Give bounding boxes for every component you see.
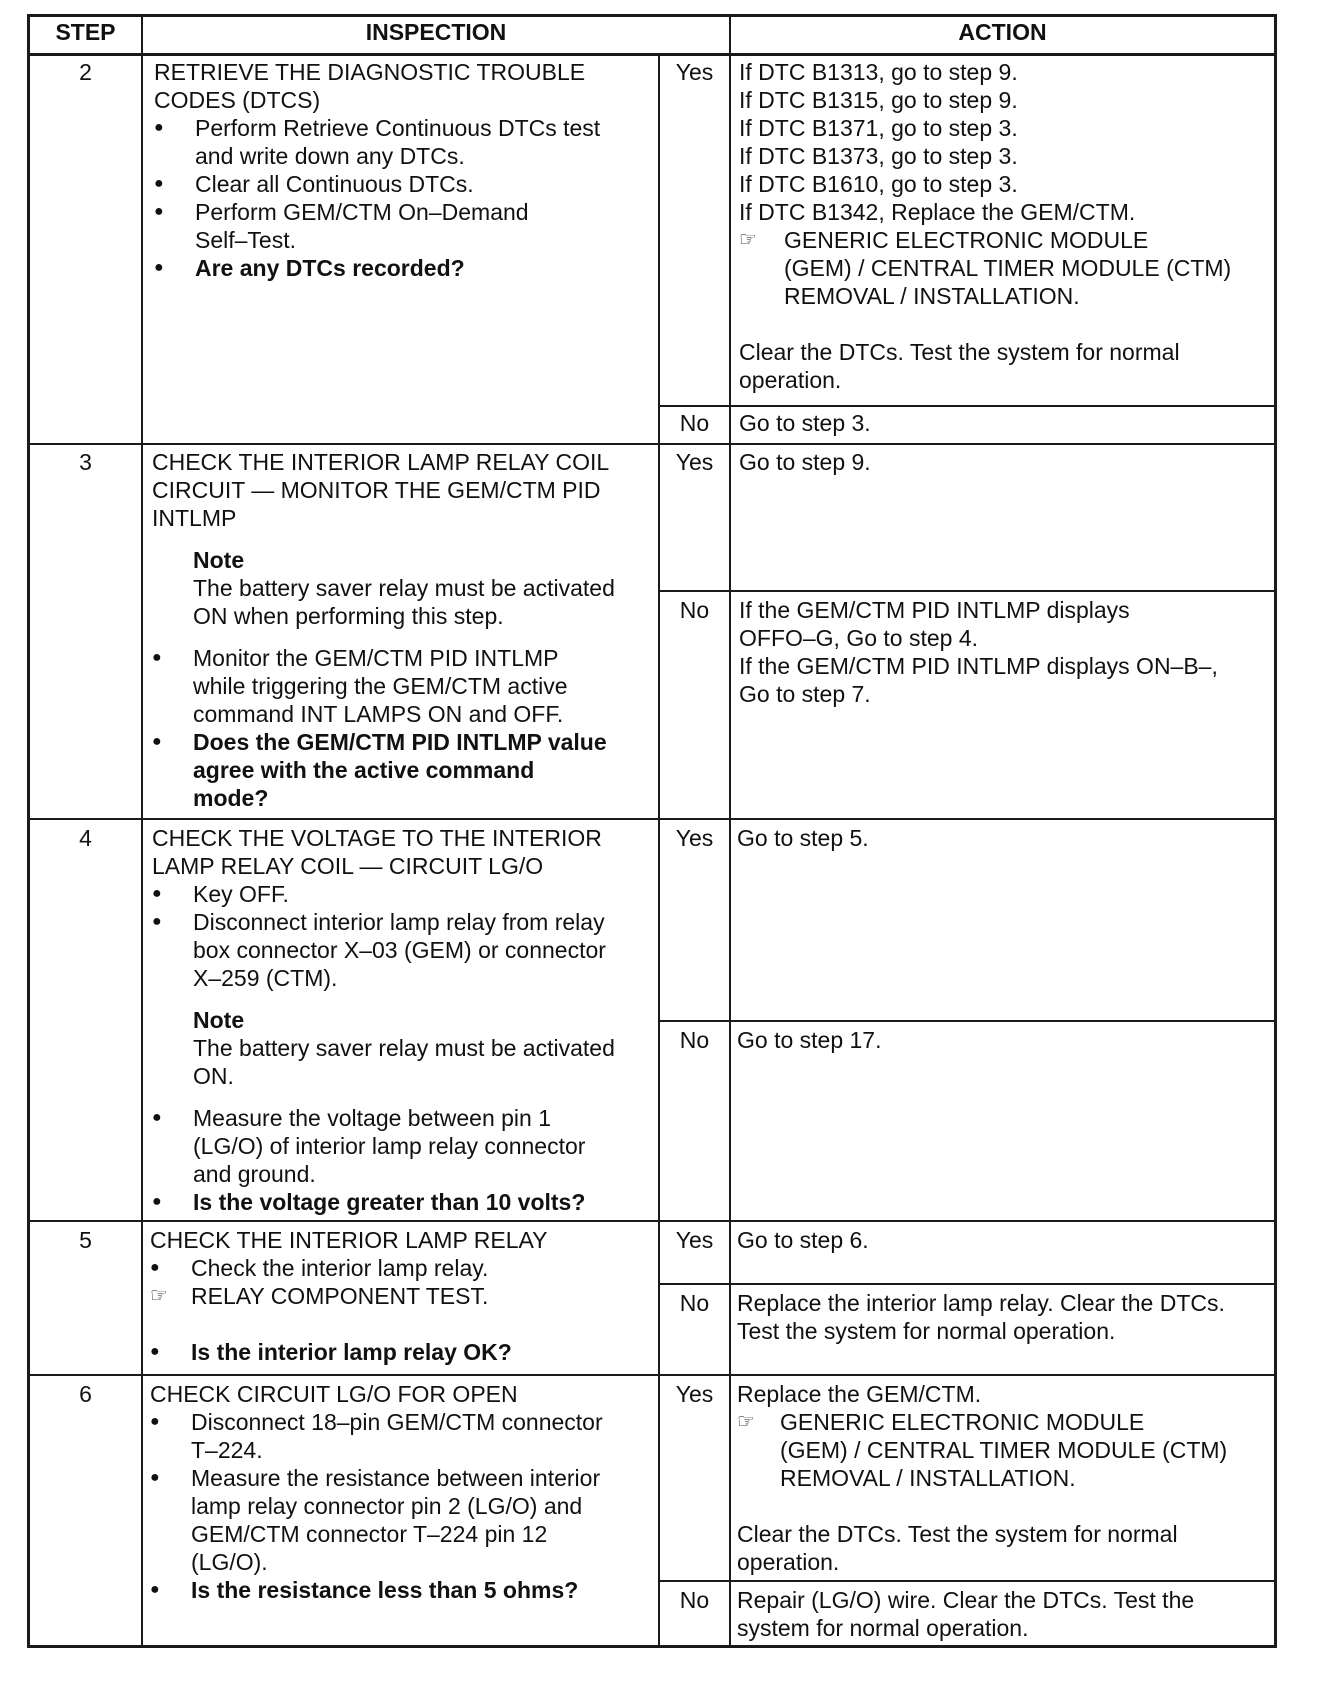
answer-yes: Yes bbox=[675, 825, 714, 851]
inspection-title: RETRIEVE THE DIAGNOSTIC TROUBLE bbox=[154, 59, 586, 85]
inspection-title: CODES (DTCS) bbox=[154, 87, 321, 113]
inspection-title: LAMP RELAY COIL — CIRCUIT LG/O bbox=[152, 853, 544, 879]
reference-link[interactable]: GENERIC ELECTRONIC MODULE bbox=[784, 227, 1149, 253]
answer-no: No bbox=[679, 410, 710, 436]
inspection-question: Is the resistance less than 5 ohms? bbox=[191, 1577, 579, 1603]
inspection-step: Perform GEM/CTM On–Demand bbox=[195, 199, 529, 225]
inspection-question: agree with the active command bbox=[193, 757, 535, 783]
action-line: OFFO–G, Go to step 4. bbox=[739, 625, 979, 651]
inspection-title: CHECK THE INTERIOR LAMP RELAY bbox=[150, 1227, 548, 1253]
action-line: operation. bbox=[737, 1549, 840, 1575]
inspection-question: Is the voltage greater than 10 volts? bbox=[193, 1189, 586, 1215]
reference-link[interactable]: (GEM) / CENTRAL TIMER MODULE (CTM) bbox=[784, 255, 1232, 281]
reference-link[interactable]: RELAY COMPONENT TEST. bbox=[191, 1283, 489, 1309]
inspection-step: T–224. bbox=[191, 1437, 263, 1463]
yes-no-divider bbox=[658, 590, 1276, 592]
inspection-step: Disconnect interior lamp relay from relay bbox=[193, 909, 605, 935]
column-divider-action bbox=[729, 14, 731, 1648]
bullet-icon: ● bbox=[154, 203, 164, 220]
step-number: 5 bbox=[79, 1227, 92, 1253]
action-line: Go to step 9. bbox=[739, 449, 871, 475]
bullet-icon: ● bbox=[150, 1581, 160, 1598]
table-border-right bbox=[1274, 14, 1277, 1648]
header-action: ACTION bbox=[958, 19, 1047, 45]
yes-no-divider bbox=[658, 1580, 1276, 1582]
action-line: If DTC B1342, Replace the GEM/CTM. bbox=[739, 199, 1136, 225]
row-divider bbox=[28, 1374, 1276, 1376]
inspection-step: lamp relay connector pin 2 (LG/O) and bbox=[191, 1493, 583, 1519]
action-line: operation. bbox=[739, 367, 842, 393]
reference-link[interactable]: GENERIC ELECTRONIC MODULE bbox=[780, 1409, 1145, 1435]
answer-yes: Yes bbox=[675, 1381, 714, 1407]
action-line: If the GEM/CTM PID INTLMP displays ON–B–, bbox=[739, 653, 1218, 679]
row-divider bbox=[28, 818, 1276, 820]
inspection-step: command INT LAMPS ON and OFF. bbox=[193, 701, 564, 727]
header-step: STEP bbox=[55, 19, 116, 45]
action-line: Clear the DTCs. Test the system for normal bbox=[739, 339, 1180, 365]
inspection-step: Measure the resistance between interior bbox=[191, 1465, 601, 1491]
note-label: Note bbox=[193, 1007, 245, 1033]
reference-link[interactable]: REMOVAL / INSTALLATION. bbox=[784, 283, 1080, 309]
inspection-step: Measure the voltage between pin 1 bbox=[193, 1105, 552, 1131]
answer-no: No bbox=[679, 1587, 710, 1613]
inspection-step: box connector X–03 (GEM) or connector bbox=[193, 937, 606, 963]
note-text: ON. bbox=[193, 1063, 234, 1089]
bullet-icon: ● bbox=[154, 175, 164, 192]
yes-no-divider bbox=[658, 1283, 1276, 1285]
inspection-question: Is the interior lamp relay OK? bbox=[191, 1339, 512, 1365]
action-line: Replace the interior lamp relay. Clear the DTCs. bbox=[737, 1290, 1225, 1316]
step-number: 3 bbox=[79, 449, 92, 475]
header-inspection: INSPECTION bbox=[365, 19, 507, 45]
answer-no: No bbox=[679, 1290, 710, 1316]
action-line: system for normal operation. bbox=[737, 1615, 1029, 1641]
inspection-question: Are any DTCs recorded? bbox=[195, 255, 465, 281]
note-label: Note bbox=[193, 547, 245, 573]
table-border-bottom bbox=[28, 1645, 1276, 1648]
yes-no-divider bbox=[658, 405, 1276, 407]
inspection-step: Key OFF. bbox=[193, 881, 289, 907]
bullet-icon: ● bbox=[150, 1469, 160, 1486]
step-number: 6 bbox=[79, 1381, 92, 1407]
inspection-question: Does the GEM/CTM PID INTLMP value bbox=[193, 729, 607, 755]
inspection-question: mode? bbox=[193, 785, 269, 811]
note-text: The battery saver relay must be activated bbox=[193, 1035, 615, 1061]
action-line: If DTC B1373, go to step 3. bbox=[739, 143, 1018, 169]
inspection-step: Self–Test. bbox=[195, 227, 296, 253]
action-line: Clear the DTCs. Test the system for normal bbox=[737, 1521, 1178, 1547]
inspection-step: Disconnect 18–pin GEM/CTM connector bbox=[191, 1409, 603, 1435]
bullet-icon: ● bbox=[150, 1413, 160, 1430]
inspection-step: and ground. bbox=[193, 1161, 316, 1187]
inspection-title: CHECK CIRCUIT LG/O FOR OPEN bbox=[150, 1381, 518, 1407]
answer-yes: Yes bbox=[675, 1227, 714, 1253]
inspection-step: Check the interior lamp relay. bbox=[191, 1255, 489, 1281]
table-border-top bbox=[28, 14, 1276, 17]
bullet-icon: ● bbox=[152, 1193, 162, 1210]
action-line: If the GEM/CTM PID INTLMP displays bbox=[739, 597, 1130, 623]
pointing-hand-icon: ☞ bbox=[739, 229, 757, 251]
action-line: If DTC B1371, go to step 3. bbox=[739, 115, 1018, 141]
inspection-title: CIRCUIT — MONITOR THE GEM/CTM PID bbox=[152, 477, 601, 503]
bullet-icon: ● bbox=[150, 1343, 160, 1360]
inspection-step: Clear all Continuous DTCs. bbox=[195, 171, 474, 197]
step-number: 4 bbox=[79, 825, 92, 851]
action-line: Go to step 7. bbox=[739, 681, 871, 707]
action-line: If DTC B1610, go to step 3. bbox=[739, 171, 1018, 197]
inspection-step: (LG/O) of interior lamp relay connector bbox=[193, 1133, 586, 1159]
note-text: ON when performing this step. bbox=[193, 603, 504, 629]
step-number: 2 bbox=[79, 59, 92, 85]
answer-yes: Yes bbox=[675, 59, 714, 85]
action-line: If DTC B1313, go to step 9. bbox=[739, 59, 1018, 85]
action-line: Go to step 3. bbox=[739, 410, 871, 436]
bullet-icon: ● bbox=[150, 1259, 160, 1276]
bullet-icon: ● bbox=[152, 1109, 162, 1126]
column-divider-step bbox=[141, 14, 143, 1648]
inspection-step: GEM/CTM connector T–224 pin 12 bbox=[191, 1521, 548, 1547]
inspection-title: CHECK THE INTERIOR LAMP RELAY COIL bbox=[152, 449, 610, 475]
row-divider bbox=[28, 443, 1276, 445]
bullet-icon: ● bbox=[154, 119, 164, 136]
inspection-step: Monitor the GEM/CTM PID INTLMP bbox=[193, 645, 559, 671]
bullet-icon: ● bbox=[152, 649, 162, 666]
inspection-step: Perform Retrieve Continuous DTCs test bbox=[195, 115, 601, 141]
answer-no: No bbox=[679, 597, 710, 623]
action-line: Go to step 17. bbox=[737, 1027, 882, 1053]
inspection-step: X–259 (CTM). bbox=[193, 965, 338, 991]
reference-link[interactable]: (GEM) / CENTRAL TIMER MODULE (CTM) bbox=[780, 1437, 1228, 1463]
pointing-hand-icon: ☞ bbox=[150, 1285, 168, 1307]
action-line: Replace the GEM/CTM. bbox=[737, 1381, 982, 1407]
bullet-icon: ● bbox=[152, 913, 162, 930]
inspection-title: INTLMP bbox=[152, 505, 237, 531]
pointing-hand-icon: ☞ bbox=[737, 1411, 755, 1433]
action-line: Go to step 6. bbox=[737, 1227, 869, 1253]
reference-link[interactable]: REMOVAL / INSTALLATION. bbox=[780, 1465, 1076, 1491]
inspection-step: while triggering the GEM/CTM active bbox=[193, 673, 568, 699]
header-divider bbox=[28, 53, 1276, 56]
bullet-icon: ● bbox=[152, 733, 162, 750]
bullet-icon: ● bbox=[154, 259, 164, 276]
action-line: Test the system for normal operation. bbox=[737, 1318, 1116, 1344]
note-text: The battery saver relay must be activated bbox=[193, 575, 615, 601]
action-line: Repair (LG/O) wire. Clear the DTCs. Test the bbox=[737, 1587, 1195, 1613]
bullet-icon: ● bbox=[152, 885, 162, 902]
action-line: Go to step 5. bbox=[737, 825, 869, 851]
action-line: If DTC B1315, go to step 9. bbox=[739, 87, 1018, 113]
inspection-title: CHECK THE VOLTAGE TO THE INTERIOR bbox=[152, 825, 602, 851]
inspection-step: and write down any DTCs. bbox=[195, 143, 465, 169]
yes-no-divider bbox=[658, 1020, 1276, 1022]
answer-no: No bbox=[679, 1027, 710, 1053]
inspection-step: (LG/O). bbox=[191, 1549, 268, 1575]
answer-yes: Yes bbox=[675, 449, 714, 475]
row-divider bbox=[28, 1220, 1276, 1222]
